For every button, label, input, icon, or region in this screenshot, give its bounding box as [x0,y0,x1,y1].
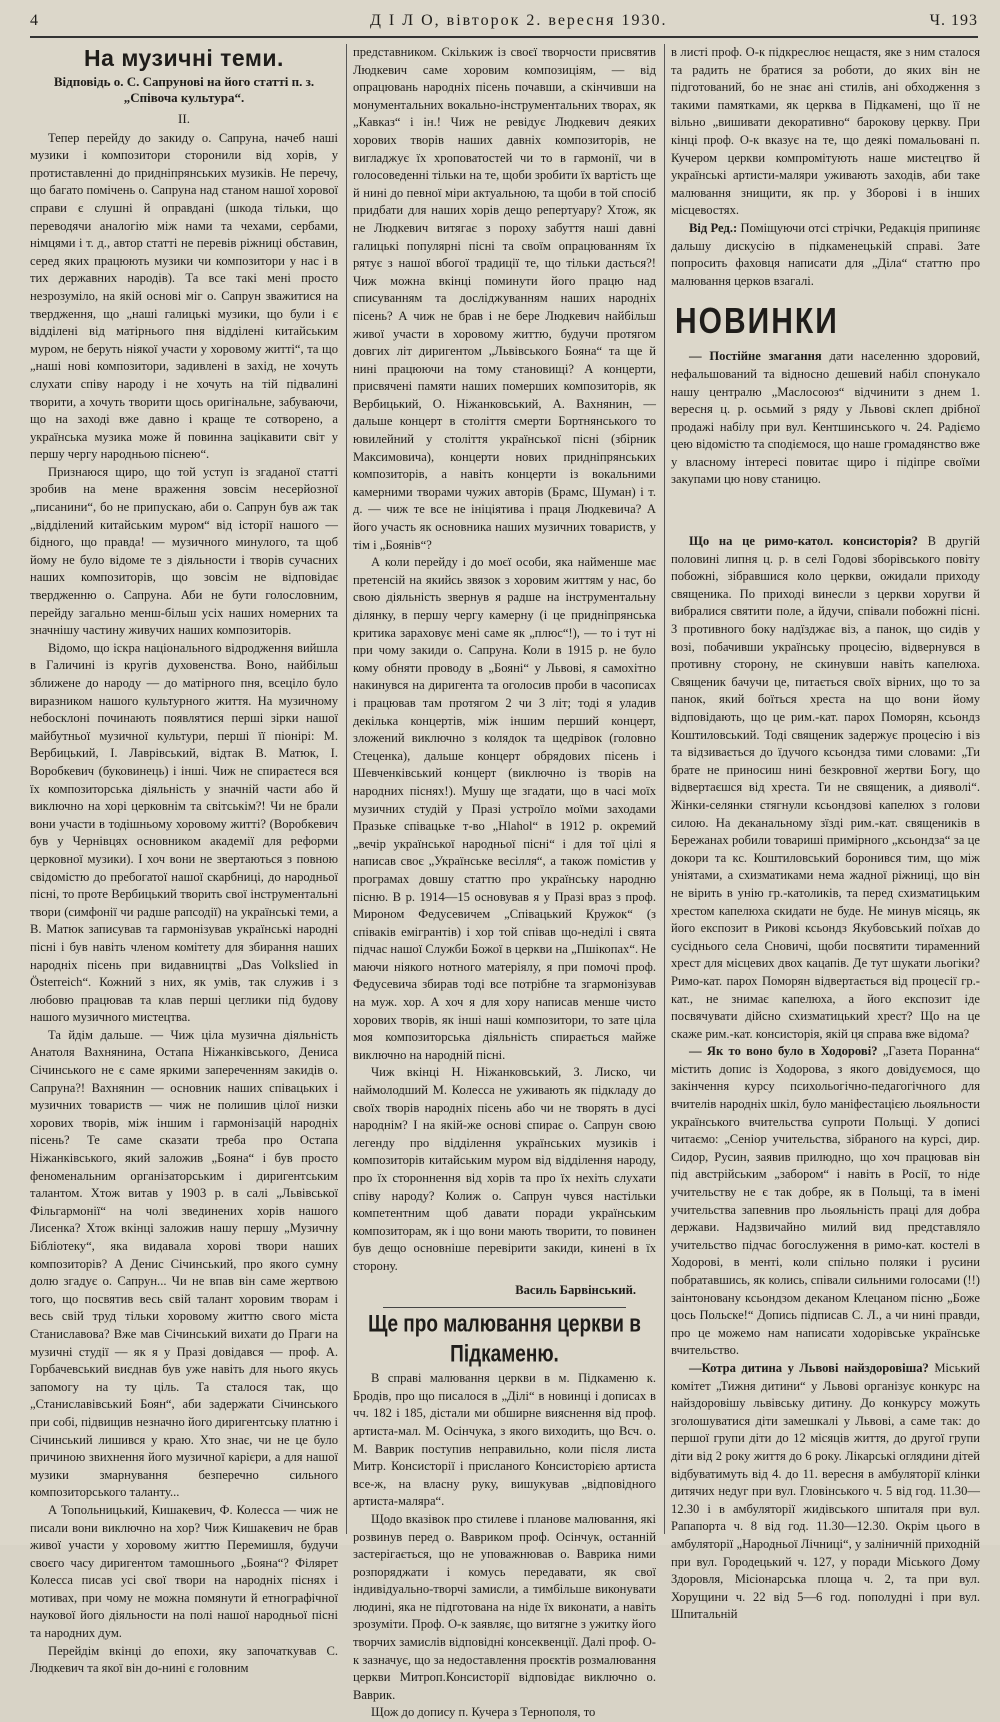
article-title-church: Ще про малювання церкви в Підкаменю. [368,1311,641,1368]
paragraph: Тепер перейду до закиду о. Сапруна, начеб наші музики і композитори сторонили від хорів, у протиставленні до придніпрянських музиків. Не перечу, що багато помічень о. Сапруна над станом нашої хорової справи є слушні й оправдані (шкода тільки, що переводячи аналогію між нами та чехами, сербами, німцями і т. д., автор статті не перевів ріжниці обставин, серед яких працюють музики чи композитори у нас і в тих державних народів). Та все такі мені просто незрозуміло, на якій основі міг о. Сапрун зважитися на твердження, що „наші галицькі музики, що були і є відділені від матірнього пня відділені китайським муром, не беруть ніякої участи у хоровому житті“, та що „наші нові композитори, задивлені в захід, не хочуть слухати співу народу і не хочуть на тій підвалині творити, а хочуть творити щось оригінальне, забуваючи, що на заході вже давно і краще те сотворено, а українська музика може й повинна зацікавити світ у першу чергу народньою піснею“. [30,130,338,462]
news-item-text: „Газета Поранна“ містить допис із Ходорова, з якого довідуємося, що закінчення курсу психольогічно-педагогічного для вчителів народніх шкіл, було маніфестацією льояльности українського вчительства супроти Польщі. У дописі читаємо: „Сеніор учительства, зібраного на курсі, дир. Сидор, Русин, заявив прилюдно, що хоч працював він під австрійським „забором“ і навіть в Росії, то ніде учительству не є так добре, як в Польщі, та в імені учительства запевнив про льояльність праці для добра держави. Надзвичайно милий вид представляло учительство підчас богослуження в римо-кат. костелі в Ходорові, в менті, коли спільно поляки і русини побратавшись, як колись, співали сильними голосами (!!) заінтонованy ксьондзом деканом Клецаном пісню „Боже цось Польске!“ Допись підписав С. Л., а чи нині правди, про це можемо нам написати ходорівське українське вчительство. [671,1044,981,1358]
page-number: 4 [30,12,39,29]
column-3 [664,44,981,1622]
paragraph: Щодо вказівок про стилеве і планове малювання, які розвинув перед о. Вавриком проф. Осінчук, останній застерігається, що не уповажнював о. Ваврика ними розпоряджати і комусь передавати, як свої індивідуально-творчі замисли, а тимбільше виконувати людині, яка не підготована на ніде їх виконати, а навіть зрозуміти. Проф. О-к заявляє, що витягне з ужитку його творчих замислів відповідні консеквенції. Далі проф. О-к зазначує, що за недоставлення проєктів розмалювання церкви Митроп.Консисторії відповідає виключно о. Ваврик. [353,1511,656,1702]
news-item-lead: Що на це римо-катол. консисторія? [689,534,918,549]
divider [383,1307,626,1308]
paragraph: Перейдім вкінці до епохи, яку започаткував С. Людкевич та якої він до-нині є головним [30,1643,338,1676]
news-item-lead: — Постійне змагання [689,349,822,364]
column-1 [30,44,338,1676]
news-item [671,1043,980,1360]
paragraph: В справі малювання церкви в м. Підкаменю к. Бродів, про що писалося в „Ділі“ в новинці і дописах в чч. 182 і 185, дістали ми обширне вияснення від проф. артиста-мал. М. Осінчука, з якого виходить, що Всч. о. М. Ваврик поступив неправильно, коли після листа Митр. Консисторії і присланого Консисторією артиста все-ж, на власну руку, вишукував „відповідного артиста-маляра“. [353,1371,656,1509]
news-heading: НОВИНКИ [675,301,839,342]
paragraph: А коли перейду і до моєї особи, яка найменше має претенсій на якийсь звязок з хоровим життям у нас, бо свою діяльність звернув я радше на інструментальну ділянку, в першу чергу камерну (і це придніпрянська критика зараховує мені саме як „плюс“!), — то і тут ні при чому закиди о. Сапруна. Коли в 1915 р. не було кому обняти проводу в „Бояні“ у Львові, я самохітно накинувся на диригента та оголосив проби в часописах і працював там протягом 2 чи 3 літ; тоді я уладив декілька концертів, між іншим перший концерт, зложений виключно з колядок та щедрівок (головно Стеценка), дальше концерт обрядових пісень і Шевченківський концерт (виключно із творів на народних піснях!). Мушу ще згадати, що в часі моїх музичних студій у Празі устроїло моїми заходами Празьке співацьке т-во „Hlahol“ в 1912 р. окремий „вечір української народньої пісні“ і для тої цілі я написав своє „Українське весілля“, а також помістив у програмах довшу статтю про українську народню пісню. В р. 1914—15 основував я у Празі враз з проф. Мироном Федусевичем „Співацький Кружок“ (з співаків емігрантів) і хор той співав що-неділі і свята підчас нашої Служби Божої в церкви на „Пшікопах“. Не маючи ніякого нотного матеріялу, я при помочі проф. Федусевича збирав тоді все потрібне та згармонізував на муж. хор. А хоч я для хору написав менше чисто хорових творів, як інші наші композитори, то зате ціла моя композиторська діяльність спирається майже виключно на народній пісні. [353,555,656,1062]
news-item [671,1360,980,1624]
paragraph: Щож до допису п. Кучера з Тернополя, то [371,1705,596,1720]
editor-label: Від Ред.: [689,220,738,235]
article-title-music: На музичні теми. [84,45,284,71]
news-item-lead: —Котра дитина у Львові найздоровіша? [689,1360,929,1375]
paragraph: в листі проф. О-к підкреслює нещастя, яке з ним сталося та радить не братися за роботи, до яких він не підготований, бо не знає ані стилів, ані обходження з такими памятками, як церква в Підкамені, що її не вільно „вишивати декоративно“ барокову церкву. При кінці проф. О-к вказує на те, що деякі помальовані п. Кучером церкви компромітують наше мистецтво й українські артисти-маляри уживають заходів, аби таке малювання знищити, як пр. у Зборові і в інших місцевостях. [671,45,980,218]
paragraph: Признаюся щиро, що той уступ із згаданої статті зробив на мене враження зовсім несерйозної „писанини“, бо не припускаю, аби о. Сапрун був аж так „відділений китайським муром“ від історії нашого — бідного, що правда! — музичного минулого, та щоб йому не було відоме те з діяльности і творів сучасних наших композиторів, що зовсім не відповідає твердженню о. Сапруна. Аби не бути голословним, перейду загально менш-більш усіх наших номерних та значнішу частину живучих наших композиторів. [30,464,338,638]
paragraph: Чиж вкінці Н. Ніжанковський, З. Лиско, чи наймолодший М. Колесса не уживають як підкладу до своїх творів народніх пісень або чи не творять в дусі народнім? І на якій-же основі спирає о. Сапрун свою легенду про відділення українських музиків і композиторів китайським муром від відділення народу, про їх стороннення від хорів та про їх нехіть слухати співу народу? Колиж о. Сапрун чувся настільки компетентним щоб давати поради українським композиторам, як і що вони мають творити, то повинен був дещо основніше перевірити закиди, кинені в їх сторону. [353,1065,656,1273]
news-item-text: дати населенню здоровий, нефальшований та відносно дешевий набіл спонукало нашу централю „Маслосоюз“ відчинити з днем 1. вересня ц. р. осьмий з ряду у Львові склеп дрібної продажі набілу при вул. Кентшинського ч. 24. Радіємо цею відомістю та сподіємося, що наше громадянство вже у власному інтересі повитає щиро і підіпре своїми закупами цю нову станицю. [671,349,980,487]
column-2 [346,44,656,1720]
spacer [671,489,980,533]
issue-number: Ч. 193 [929,12,978,29]
paragraph: представником. Скількиж із своєї творчости присвятив Людкевич саме хоровим композиціям, — від опрацювань народніх пісень почавши, а скінчивши на монументальних вокально-інструментальних творах, як „Кавказ“ і ін.! Чиж не ревідує Людкевич деяких хорових творів наших давніх композиторів, не вигладжує їх хроповатостей чи то в гармонії, чи в голосоведенні тільки на те, щоби зробити їх вартість ще й нині до певної міри актуальною, та щоби в той спосіб придбати для наших хорів дещо репертуару? Хтож, як не Людкевич витягає з пороху забуття наші давні галицькі популярні пісні та своїм опрацюванням їх рятує з нашої вбогої традиції те, що тільки дасться?! Чиж можна вкінці поминути його працю над списуванням та досліджуванням наших народніх пісень? А чиж не брав і не бере Людкевич найбільш живої участи в хоровому життю, будучи протягом довгих літ диригентом „Львівського Бояна“ та ще й нині працюючи на тому становищі? А концерти, присвячені памяти наших померших композиторів, як Вербицький, О. Ніжанковський, А. Вахнянин, — дальше концерт в століття смерти Бортнянського то ювилейний у століття української пісні (збірник Максимовича), концерти нових придніпрянських композиторів, а навіть концерти із вокальними камерними творами чужих авторів (Брамс, Шуман) і т. д. — чиж те все не ініціятива і праця Людкевича? А його участь як основника наших музичних товариств, у тім і „Боянів“? [353,45,656,552]
paragraph: А Топольницький, Кишакевич, Ф. Колесса — чиж не писали вони виключно на хор? Чиж Кишакевич не брав живої участи у хоровому життю Перемишля, будучи своєго часу диригентом тамошнього „Бояна“? Філярет Колесса писав усі свої твори на народніх піснях і мотивах, при чому не можна помянути й етнографічної наукової його діяльности на полі нашої народньої пісні та народних дум. [30,1502,338,1641]
article-subtitle-music: Відповідь о. С. Сапрунові на його статті п. з. „Співоча культура“. [53,74,315,105]
news-item-text: В другій половині липня ц. р. в селі Годові зборівського повіту побожні, зібравшися коло церкви, ожидали приходу священика. По приході винесли з церкви хоругви й вибралися святити поле, а йдучи, співали побожні пісні. З противного боку надїзджає віз, а панок, що сидів у возі, побачивши українську процесію, відвернувся в противну сторону, не скинувши навіть капелюха. Священик бачучи це, питається своїх вірних, що то за панок, який боїться хреста на що вони йому відповідають, що це рим.-кат. парох Поморян, ксьондз Коштиловський. Тоді священик задержує процесію і віз та відзивається до їдучого ксьондза тими словами: „Ти брате не приносиш нині безкровної жертви Богу, що відвертаєшся від хреста. Ти не священик, а дияволі“. Жінки-селянки стягнули ксьондзові капелюх з голови силою. На деканальному зїзді рим.-кат. священиків в Бережанах робили товариші примірного „ксьондза“ за це докори та кс. Коштиловський боронився тим, що між уніятами, а схизматиками нема жадної ріжниці, що він не вірить в унію гр.-католиків, та перед схизматицьким хрестом капелюха скидати не буде. Не минув місяць, як його експозит в Рикові ксьондз Якубовський поїхав до сусіднього села Сновичі, щоби посвятити тираменний хрест для місцевих двох кацапів. Де тут шукати льогіки? Римо-кат. парох Поморян відвертається від процесії гр.-кат., не знимає капелюха, а його експозит іде посвячувати дійсно схизматицький хрест? Що на це скаже рим.-кат. консисторія, якій ця справа вже відома? [671,534,980,1041]
section-number: II. [178,111,190,126]
paragraph: Та йдім дальше. — Чиж ціла музична діяльність Анатоля Вахнянина, Остапа Ніжанківського, Дениса Січинського не є саме яркими запереченням закидів о. Сапруна?! Вахнянин — основник наших співацьких і музичних товариств — чиж не полишив цілої низки хорових творів, між іншим і гармонізацій народніх пісень? Те саме сказати треба про Остапа Ніжанківського, який заложив „Бояна“ і був просто феноменальним організаторським і диригентським талантом. Хтож витав у 1903 р. в салі „Львівської Фільгармонії“ на чолі звединених хорів нашого Лисенка? Хтож вкінці заложив нашу першу „Музичну Бібліотеку“, яка видавала хорові твори наших композиторів? А Денис Січинський, про якого сумну долю згадує о. Сапрун... Чи не впав він саме жертвою того, що посвятив весь свій талант хоровим творам і весь свій труд тільки хоровому життю свого міста Станиславова? Вже мав Січинський вихати до Праги на музичні студії — як я у Празі довідався — проф. А. Горбачевський виєднав був уже навіть для нього якусь запомогу на ту ціль. Та сталося так, що „Станиславівський Боян“, аби задержати Січинського при собі, підвищив незначно його диригентську платню і Січинський лишився у краю. Хто знає, чи не це було причиною звихнення його музичної карієри, а для нашої музики змарнування безперечно сильного композиторського таланту... [30,1027,338,1500]
masthead-title-date: Д І Л О, вівторок 2. вересня 1930. [370,12,668,29]
editor-note-text: Поміщуючи отсі стрічки, Редакція припиняє дальшу дискусію в підкаменецькій справі. Зате попросить фаховця написати для „Діла“ статтю про малювання церков взагалі. [671,220,980,288]
masthead [30,10,978,38]
news-item [671,348,980,489]
news-item-lead: — Як то воно було в Ходорові? [689,1044,878,1059]
paragraph: Відомо, що іскра національного відродження вийшла в Галичині із кругів духовенства. Воно, найбільш зближене до народу — до матірного пня, всецілo було виразником нашого культурного життя. На музичному небосклоні починають появлятися перші зірки нашої майбутньої музичної культури, перші її піонірі: М. Вербицький, І. Лаврівський, відтак В. Матюк, І. Воробкевич (буковинець) і інші. Чиж не спираєтеся вся їх композиторська діяльність у значній части або й виключно на хорі церковнім та світськім?! Чи не брали вони участи в тодішньому хоровому житті? (Воробкевич був у Чернівцях основником академії для реформи церковної музики). І хоч вони не звертаються з повною свідомістю до пребогатої нашої скарбниці, до народньої пісні, то проте Вербицький творить свої інструментальні твори (симфонії чи радше рапсодії) на українські теми, а В. Матюк записував та гармонізував українські народні пісні і був навіть членом комітету для збирання наших народніх пісень при видавництві „Das Volkslied in Österreich“. Кожний з них, як умів, так служив і з любовю працював та клав перші цеглики під будову нашого музичного мистецтва. [30,640,338,1025]
news-item [671,533,980,1043]
news-item-text: Міський комітет „Тижня дитини“ у Львові організує конкурс на найздоровішу львівську дитину. До конкурсу можуть зголошуватися діти замешкалі у Львові, а саме так: до першої групи діти до 12 місяців життя, до другої групи діти від 2 року життя до 6 року. Лікарські оглядини дітей відбуватимуть від 4. до 11. вересня в амбуляторії клінки дитячих недуг при вул. Гловінського ч. 5 від год. 11.30—12.30 і в амбуляторії жидівського шпиталя при вул. Рапапорта ч. 8 від год. 11.30—12.30. Окрім цього в амбуляторії „Народньої Лічниці“, у заліничній приходній при вул. Городецький ч. 127, у поради Міського Дому Здоровля, Місіонарська площа ч. 2, та при вул. Хорущини ч. 22 від 5—6 год. пополудні і при вул. Шпитальній [671,1360,980,1622]
author-signature: Василь Барвінський. [515,1282,636,1297]
editor-note [671,220,980,290]
